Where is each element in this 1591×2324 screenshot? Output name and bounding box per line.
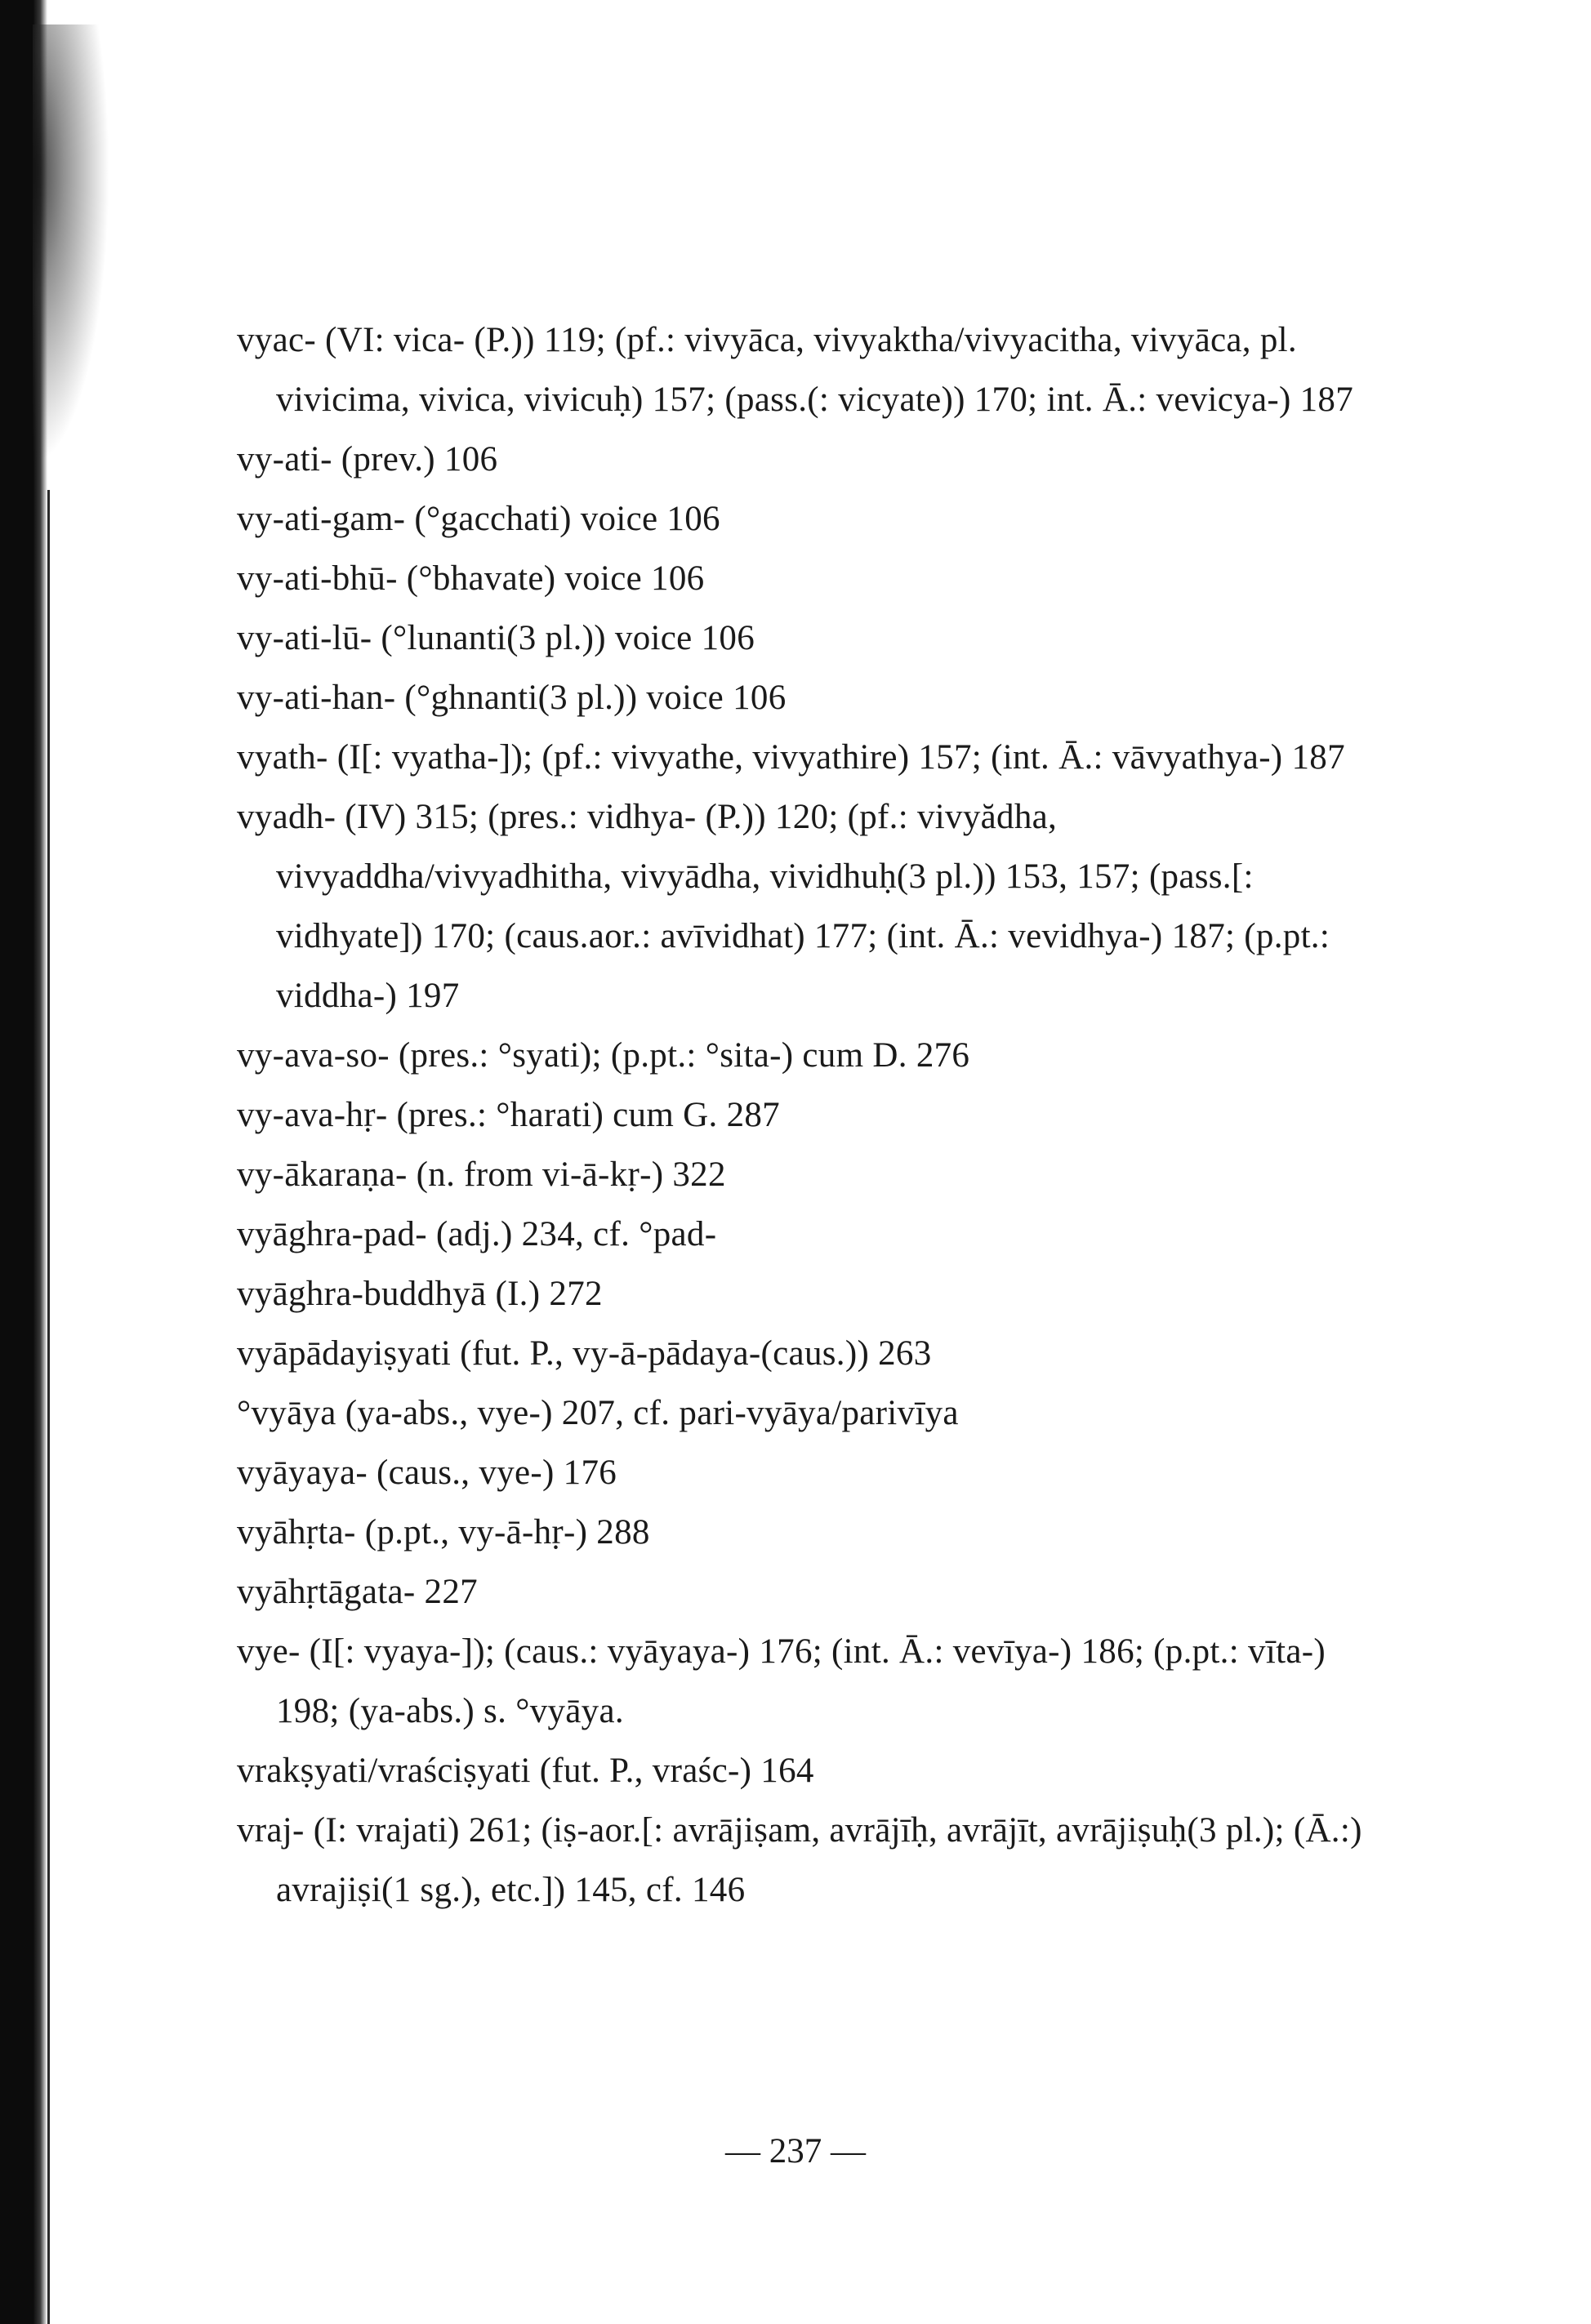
index-entry: °vyāya (ya-abs., vye-) 207, cf. pari-vyāya/parivīya xyxy=(237,1394,959,1432)
binding-shadow-flare xyxy=(33,24,123,514)
index-entry: vy-ākaraṇa- (n. from vi-ā-kṛ-) 322 xyxy=(237,1155,726,1194)
page-number: — 237 — xyxy=(725,2132,866,2170)
index-entry: vy-ati-han- (°ghnanti(3 pl.)) voice 106 xyxy=(237,679,787,717)
binding-edge-line xyxy=(47,490,50,2324)
index-entry: vy-ava-hṛ- (pres.: °harati) cum G. 287 xyxy=(237,1096,780,1134)
index-entry: vyāghra-pad- (adj.) 234, cf. °pad- xyxy=(237,1215,717,1253)
index-entry: vyac- (VI: vica- (P.)) 119; (pf.: vivyāca, vivyaktha/vivyacitha, vivyāca, pl. vivicima, vivica, vivicuḥ) 157; (pass.(: vicyate)) 170; int. Ā.: vevicya-) 187 xyxy=(237,321,1354,419)
index-entry: vye- (I[: vyaya-]); (caus.: vyāyaya-) 176; (int. Ā.: vevīya-) 186; (p.pt.: vīta-) 198; (ya-abs.) s. °vyāya. xyxy=(237,1632,1326,1730)
index-entry: vy-ava-so- (pres.: °syati); (p.pt.: °sita-) cum D. 276 xyxy=(237,1036,970,1075)
index-entry: vy-ati-gam- (°gacchati) voice 106 xyxy=(237,500,720,538)
index-entry: vrakṣyati/vraściṣyati (fut. P., vraśc-) 164 xyxy=(237,1752,814,1790)
index-entry: vyāghra-buddhyā (I.) 272 xyxy=(237,1275,603,1313)
index-entries xyxy=(237,310,1380,1920)
index-entry: vyāhṛtāgata- 227 xyxy=(237,1573,478,1611)
index-entry: vyath- (I[: vyatha-]); (pf.: vivyathe, vivyathire) 157; (int. Ā.: vāvyathya-) 187 xyxy=(237,738,1345,777)
index-entry: vyāyaya- (caus., vye-) 176 xyxy=(237,1454,617,1492)
index-entry: vy-ati-bhū- (°bhavate) voice 106 xyxy=(237,559,705,598)
index-entry: vy-ati-lū- (°lunanti(3 pl.)) voice 106 xyxy=(237,619,755,657)
index-entry: vyāhṛta- (p.pt., vy-ā-hṛ-) 288 xyxy=(237,1513,650,1552)
index-entry: vyadh- (IV) 315; (pres.: vidhya- (P.)) 120; (pf.: vivyădha, vivyaddha/vivyadhitha, vivyādha, vividhuḥ(3 pl.)) 153, 157; (pass.[: vidhyate]) 170; (caus.aor.: avīvidhat) 177; (int. Ā.: vevidhya-) 187; (p.pt.: viddha-) 197 xyxy=(237,798,1330,1015)
index-entry: vy-ati- (prev.) 106 xyxy=(237,440,498,479)
index-entry: vraj- (I: vrajati) 261; (iṣ-aor.[: avrājiṣam, avrājīḥ, avrājīt, avrājiṣuḥ(3 pl.); (Ā.:) avrajiṣi(1 sg.), etc.]) 145, cf. 146 xyxy=(237,1811,1362,1909)
index-entry: vyāpādayiṣyati (fut. P., vy-ā-pādaya-(caus.)) 263 xyxy=(237,1334,932,1373)
